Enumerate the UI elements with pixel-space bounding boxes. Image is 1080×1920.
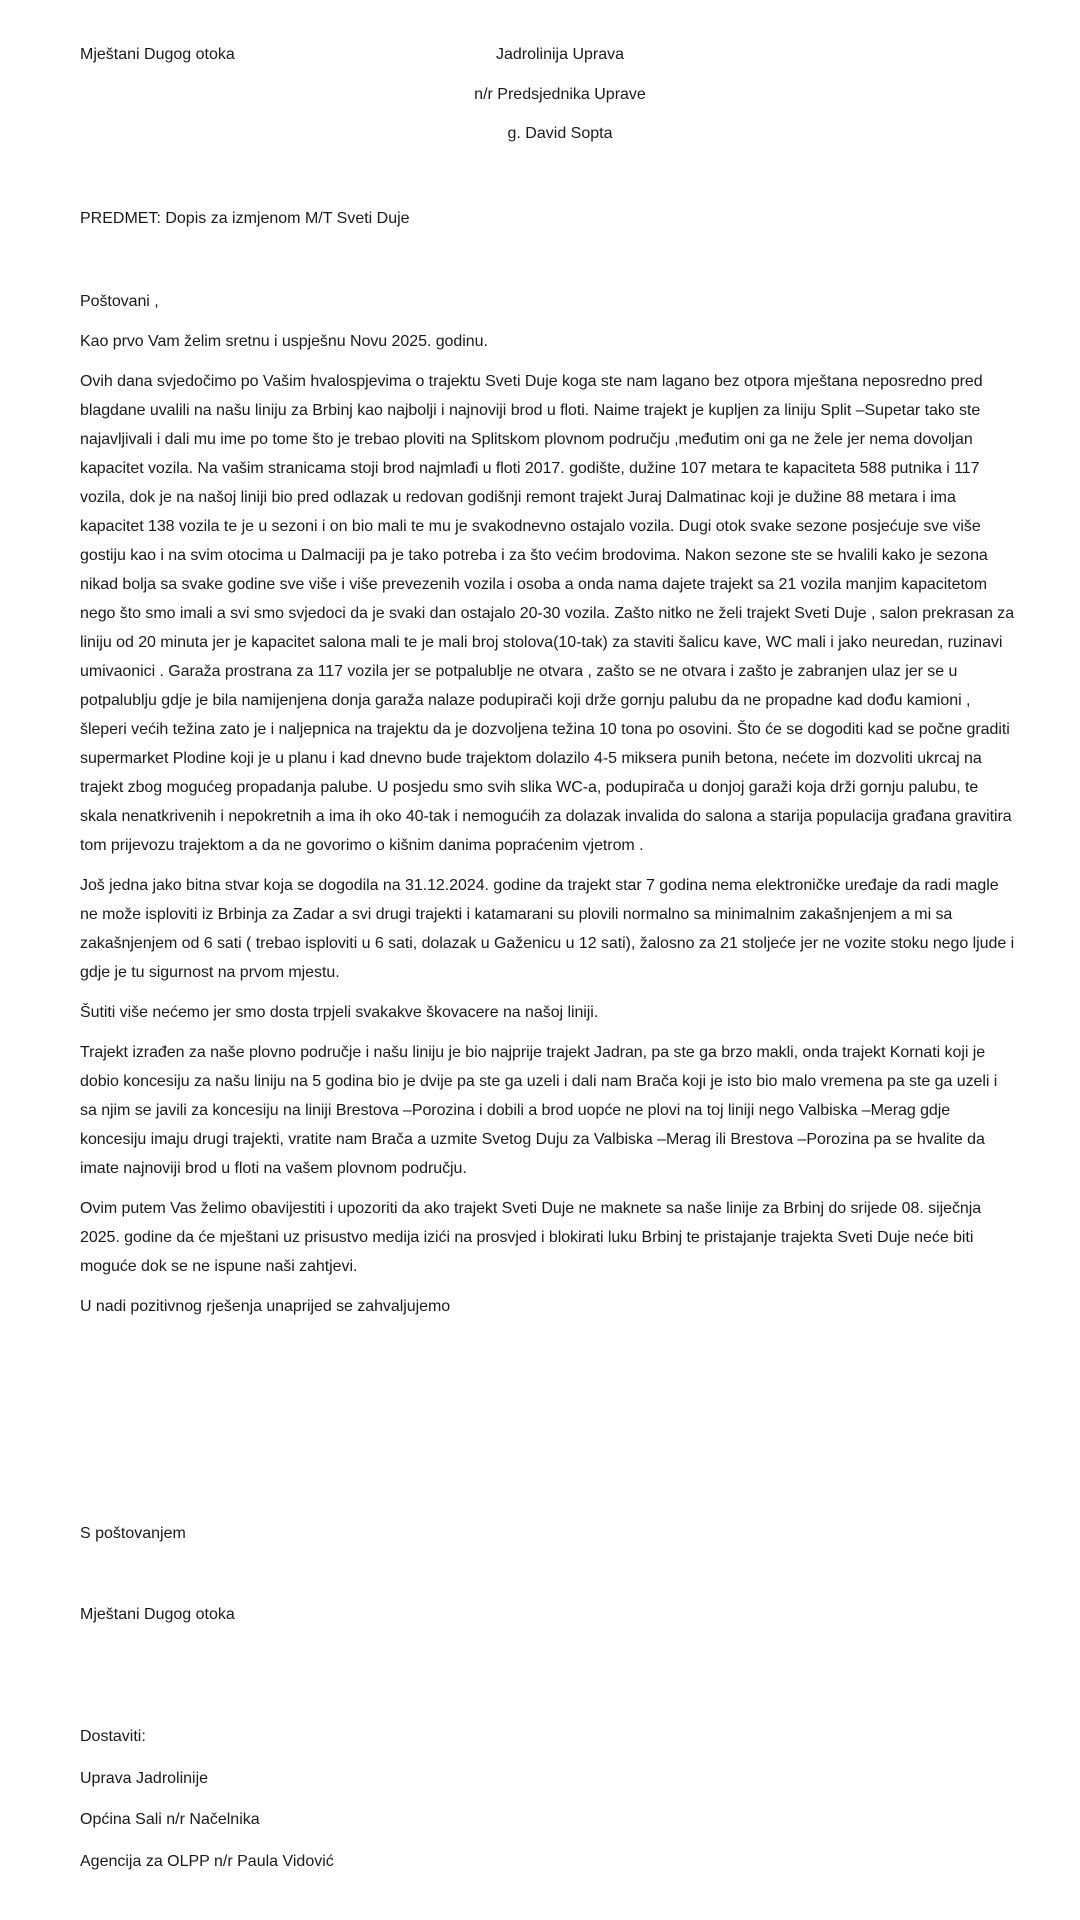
- greeting: Poštovani ,: [80, 293, 159, 310]
- signature: Mještani Dugog otoka: [80, 1606, 235, 1623]
- closing-salutation: S poštovanjem: [80, 1525, 186, 1542]
- paragraph-fog-delay: Još jedna jako bitna stvar koja se dogodila na 31.12.2024. godine da trajekt star 7 godina nema elektroničke uređaje da radi magle ne može isploviti iz Brbinja za Zadar a svi drugi trajekti i katamarani su plovili normalno sa minimalnim zakašnjenjem a mi sa zakašnjenjem od 6 sati ( trebao isploviti u 6 sati, dolazak u Gaženicu u 12 sati), žalosno za 21 stoljeće jer ne vozite stoku nego ljude i gdje je tu sigurnost na prvom mjestu.: [80, 877, 1015, 981]
- paragraph-thanks: U nadi pozitivnog rješenja unaprijed se zahvaljujemo: [80, 1298, 451, 1315]
- recipient-line-2: n/r Predsjednika Uprave: [474, 85, 646, 103]
- distribution-item: Općina Sali n/r Načelnika: [80, 1811, 260, 1829]
- paragraph-protest-warning: Ovim putem Vas želimo obavijestiti i upozoriti da ako trajekt Sveti Duje ne maknete sa naše linije za Brbinj do srijede 08. siječnja 2025. godine da će mještani uz prisustvo medija izići na prosvjed i blokirati luku Brbinj te pristajanje trajekta Sveti Duje neće biti moguće dok se ne ispune naši zahtjevi.: [80, 1200, 982, 1275]
- sender-name: Mještani Dugog otoka: [80, 46, 235, 63]
- recipient-line-3: g. David Sopta: [507, 125, 613, 143]
- recipient-line-1: Jadrolinija Uprava: [495, 46, 625, 63]
- recipient-block: [440, 42, 680, 161]
- distribution-label: Dostaviti:: [80, 1728, 146, 1745]
- letter-body: [80, 287, 1015, 1332]
- distribution-item: Uprava Jadrolinije: [80, 1769, 209, 1787]
- distribution-item: Agencija za OLPP n/r Paula Vidović: [80, 1852, 334, 1870]
- paragraph-new-year: Kao prvo Vam želim sretnu i uspješnu Novu 2025. godinu.: [80, 333, 488, 350]
- paragraph-silence: Šutiti više nećemo jer smo dosta trpjeli svakakve škovacere na našoj liniji.: [80, 1004, 599, 1021]
- paragraph-ferry-history: Trajekt izrađen za naše plovno područje i našu liniju je bio najprije trajekt Jadran, pa ste ga brzo makli, onda trajekt Kornati koji je dobio koncesiju za našu liniju na 5 godina bio je dvije pa ste ga uzeli i dali nam Brača koji je isto bio malo vremena pa ste ga uzeli i sa njim se javili za koncesiju na liniji Brestova –Porozina i dobili a brod uopće ne plovi na toj liniji nego Valbiska –Merag gdje koncesiju imaju drugi trajekti, vratite nam Brača a uzmite Svetog Duju za Valbiska –Merag ili Brestova –Porozina pa se hvalite da imate najnoviji brod u floti na vašem plovnom području.: [80, 1044, 998, 1177]
- paragraph-ferry-complaint: Ovih dana svjedočimo po Vašim hvalospjevima o trajektu Sveti Duje koga ste nam lagano bez otpora mještana neposredno pred blagdane uvalili na našu liniju za Brbinj kao najbolji i najnoviji brod u floti. Naime trajekt je kupljen za liniju Split –Supetar tako ste najavljivali i dali mu ime po tome što je trebao ploviti na Splitskom plovnom području ,međutim oni ga ne žele jer nema dovoljan kapacitet vozila. Na vašim stranicama stoji brod najmlađi u floti 2017. godište, dužine 107 metara te kapaciteta 588 putnika i 117 vozila, dok je na našoj liniji bio pred odlazak u redovan godišnji remont trajekt Juraj Dalmatinac koji je dužine 88 metara i ima kapacitet 138 vozila te je u sezoni i on bio mali te mu je svakodnevno ostajalo vozila. Dugi otok svake sezone posjećuje sve više gostiju kao i na svim otocima u Dalmaciji pa je tako potreba i za što većim brodovima. Nakon sezone ste se hvalili kako je sezona nikad bolja sa svake godine sve više i više prevezenih vozila i osoba a onda nama dajete trajekt sa 21 vozila manjim kapacitetom nego što smo imali a svi smo svjedoci da je svaki dan ostajalo 20-30 vozila. Zašto nitko ne želi trajekt Sveti Duje , salon prekrasan za liniju od 20 minuta jer je kapacitet salona mali te je mali broj stolova(10-tak) za staviti šalicu kave, WC mali i jako neuredan, ruzinavi umivaonici . Garaža prostrana za 117 vozila jer se potpalublje ne otvara , zašto se ne otvara i zašto je zabranjen ulaz jer se u potpalublju gdje je bila namijenjena donja garaža nalaze podupirači koji drže gornju palubu da ne propadne kad dođu kamioni , šleperi većih težina zato je i naljepnica na trajektu da je dozvoljena težina 10 tona po osovini. Što će se dogoditi kad se počne graditi supermarket Plodine koji je u planu i kad dnevno bude trajektom dolazilo 4-5 miksera punih betona, nećete im dozvoliti ukrcaj na trajekt zbog mogućeg propadanja palube. U posjedu smo svih slika WC-a, podupirača u donjoj garaži koja drži gornju palubu, te skala nenatkrivenih i nepokretnih a ima ih oko 40-tak i nemogućih za dolazak invalida do salona a starija populacija građana gravitira tom prijevozu trajektom a da ne govorimo o kišnim danima popraćenim vjetrom .: [80, 373, 1015, 854]
- distribution-list: [80, 1724, 334, 1890]
- subject-line: PREDMET: Dopis za izmjenom M/T Sveti Duje: [80, 210, 410, 227]
